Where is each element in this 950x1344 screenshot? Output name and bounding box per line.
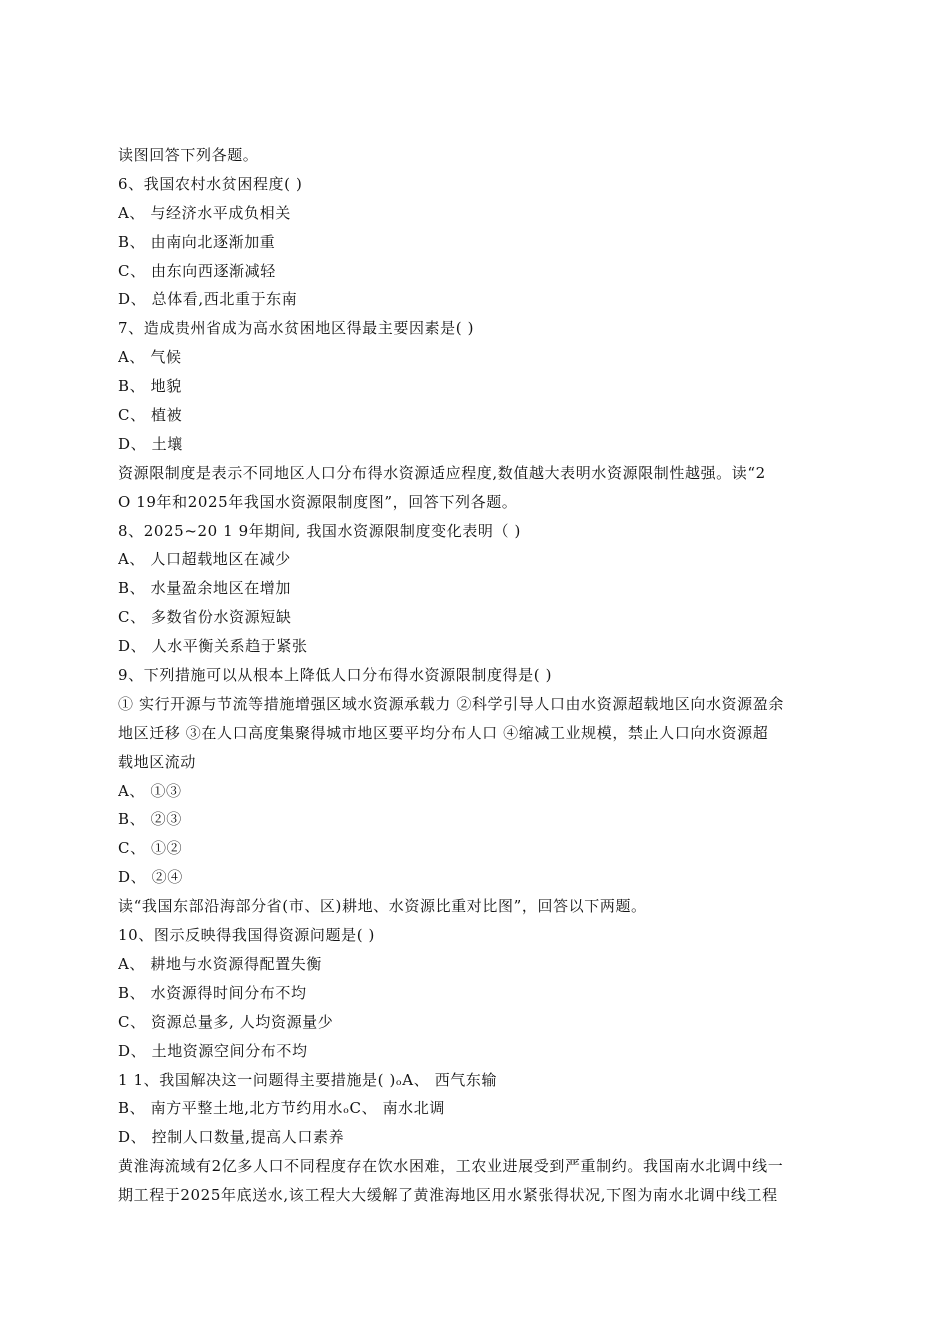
paragraph-line: 资源限制度是表示不同地区人口分布得水资源适应程度,数值越大表明水资源限制性越强。读“2 <box>118 463 766 482</box>
option-7a: A、 气候 <box>118 348 182 367</box>
option-11d: D、 控制人口数量,提高人口素养 <box>118 1128 345 1147</box>
option-9d: D、 ②④ <box>118 868 183 887</box>
option-8b: B、 水量盈余地区在增加 <box>118 579 291 598</box>
paragraph-line: O 19年和2025年我国水资源限制度图”，回答下列各题。 <box>118 492 518 511</box>
question-11: 1 1、我国解决这一问题得主要措施是( )ₒA、 西气东输 <box>118 1070 498 1089</box>
option-10a: A、 耕地与水资源得配置失衡 <box>118 954 323 973</box>
text-line: 读图回答下列各题。 <box>118 146 259 164</box>
paragraph-line: 载地区流动 <box>118 752 197 771</box>
option-6a: A、 与经济水平成负相关 <box>118 203 291 222</box>
question-7: 7、造成贵州省成为高水贫困地区得最主要因素是( ) <box>118 319 475 338</box>
question-6: 6、我国农村水贫困程度( ) <box>118 174 303 193</box>
option-10c: C、 资源总量多, 人均资源量少 <box>118 1012 334 1031</box>
option-9b: B、 ②③ <box>118 810 182 829</box>
option-9c: C、 ①② <box>118 839 183 858</box>
option-8c: C、 多数省份水资源短缺 <box>118 608 292 627</box>
option-9a: A、 ①③ <box>118 781 182 800</box>
paragraph-line: 黄淮海流域有2亿多人口不同程度存在饮水困难，工农业进展受到严重制约。我国南水北调中线一 <box>118 1157 784 1176</box>
paragraph-line: ① 实行开源与节流等措施增强区域水资源承载力 ②科学引导人口由水资源超载地区向水资源盈余 <box>118 694 784 713</box>
option-8a: A、 人口超载地区在减少 <box>118 550 291 569</box>
option-6b: B、 由南向北逐渐加重 <box>118 232 276 251</box>
option-7c: C、 植被 <box>118 406 183 425</box>
option-8d: D、 人水平衡关系趋于紧张 <box>118 637 308 656</box>
question-10: 10、图示反映得我国得资源问题是( ) <box>118 926 375 945</box>
paragraph-line: 期工程于2025年底送水,该工程大大缓解了黄淮海地区用水紧张得状况,下图为南水北调中线工程 <box>118 1186 778 1205</box>
option-7b: B、 地貌 <box>118 377 182 396</box>
option-10d: D、 土地资源空间分布不均 <box>118 1041 308 1060</box>
option-6c: C、 由东向西逐渐减轻 <box>118 261 276 280</box>
paragraph-line: 地区迁移 ③在人口高度集聚得城市地区要平均分布人口 ④缩减工业规模，禁止人口向水资源超 <box>118 723 769 742</box>
paragraph-line: 读“我国东部沿海部分省(市、区)耕地、水资源比重对比图”，回答以下两题。 <box>118 897 647 916</box>
question-8: 8、2025~20 1 9年期间, 我国水资源限制度变化表明（ ) <box>118 521 521 540</box>
document-page <box>118 141 838 1210</box>
option-11-bc: B、 南方平整土地,北方节约用水ₒC、 南水北调 <box>118 1099 445 1118</box>
option-10b: B、 水资源得时间分布不均 <box>118 983 307 1002</box>
question-9: 9、下列措施可以从根本上降低人口分布得水资源限制度得是( ) <box>118 666 553 685</box>
option-7d: D、 土壤 <box>118 434 183 453</box>
option-6d: D、 总体看,西北重于东南 <box>118 290 298 309</box>
